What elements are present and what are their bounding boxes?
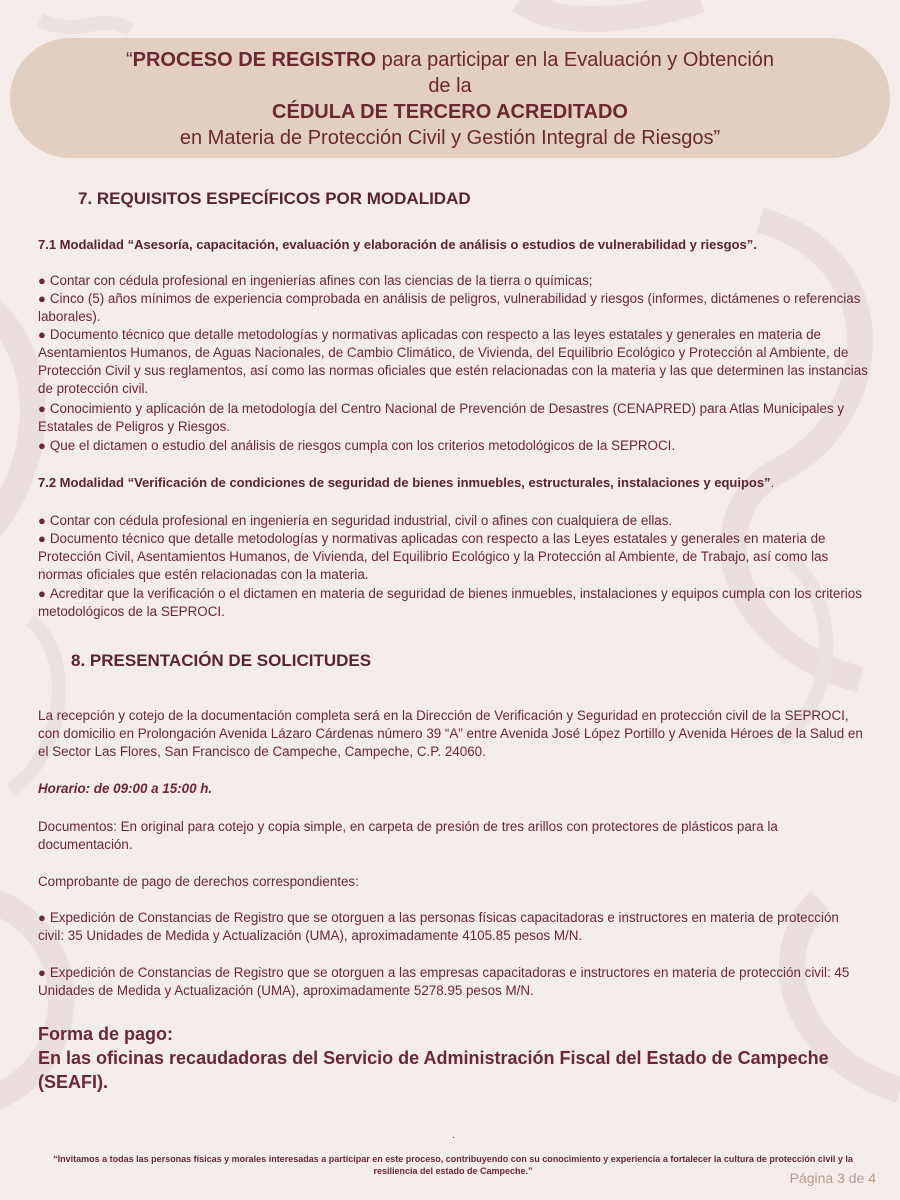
bullet-7-2-2: ● Documento técnico que detalle metodologías y normativas aplicadas con respecto a las Leyes estatales y generales en materia de Protección Civil, Asentamientos Humanos, de Vivienda, del Equilibrio Ecológico y la Protección al Ambiente, de Trabajo, así como las normas oficiales que estén relacionadas con la materia. [38, 530, 868, 584]
documents-paragraph: Documentos: En original para cotejo y copia simple, en carpeta de presión de tres arillos con protectores de plásticos para la documentación. [38, 819, 778, 852]
bullet-7-1-5: ● Que el dictamen o estudio del análisis de riesgos cumpla con los criterios metodológicos de la SEPROCI. [38, 437, 868, 455]
title-line-1 [10, 47, 890, 73]
payment-method-text: En las oficinas recaudadoras del Servicio de Administración Fiscal del Estado de Campeche (SEAFI). [38, 1048, 829, 1092]
bullet-7-2-3: ● Acreditar que la verificación o el dictamen en materia de seguridad de bienes inmuebles, instalaciones y equipos cumpla con los criterios metodológicos de la SEPROCI. [38, 585, 868, 621]
bullet-7-1-1: ● Contar con cédula profesional en ingenierías afines con las ciencias de la tierra o químicas; [38, 272, 868, 290]
reception-paragraph: La recepción y cotejo de la documentación completa será en la Dirección de Verificación y Seguridad en protección civil de la SEPROCI, con domicilio en Prolongación Avenida Lázaro Cárdenas número 39 “A” entre Avenida José López Portillo y Avenida Héroes de la Salud en el Sector Las Flores, San Francisco de Campeche, Campeche, C.P. 24060. [38, 708, 863, 759]
page-number: Página 3 de 4 [789, 1170, 876, 1186]
bullet-7-1-3: ● Documento técnico que detalle metodologías y normativas aplicadas con respecto a las leyes estatales y generales en materia de Asentamientos Humanos, de Aguas Nacionales, de Cambio Climático, de Vivienda, del Equilibrio Ecológico y Protección al Ambiente, de Protección Civil y sus reglamentos, así como las normas oficiales que estén relacionadas con la materia y las que determinen las instancias de protección civil. [38, 326, 868, 398]
subsection-7-2-text: 7.2 Modalidad “Verificación de condiciones de seguridad de bienes inmuebles, estructurales, instalaciones y equipos” [38, 475, 771, 490]
title-rest-segment: para participar en la Evaluación y Obtención [376, 49, 775, 71]
bullet-7-2-1: ● Contar con cédula profesional en ingeniería en seguridad industrial, civil o afines con cualquiera de ellas. [38, 512, 868, 530]
title-line-4: en Materia de Protección Civil y Gestión Integral de Riesgos” [179, 127, 721, 149]
title-line-3: CÉDULA DE TERCERO ACREDITADO [272, 101, 628, 123]
fee-bullet-2: ● Expedición de Constancias de Registro que se otorguen a las empresas capacitadoras e instructores en materia de protección civil: 45 Unidades de Medida y Actualización (UMA), aproximadamente 5278.95 pesos M/N. [38, 964, 868, 1000]
section-8-title: 8. PRESENTACIÓN DE SOLICITUDES [71, 651, 372, 670]
subsection-7-1-title: 7.1 Modalidad “Asesoría, capacitación, evaluación y elaboración de análisis o estudios de vulnerabilidad y riesgos”. [38, 237, 757, 252]
bullet-7-1-4: ● Conocimiento y aplicación de la metodología del Centro Nacional de Prevención de Desastres (CENAPRED) para Atlas Municipales y Estatales de Peligros y Riesgos. [38, 400, 868, 436]
footer-dot: . [452, 1130, 455, 1141]
payment-method-label: Forma de pago: [38, 1024, 174, 1044]
section-7-title: 7. REQUISITOS ESPECÍFICOS POR MODALIDAD [78, 189, 471, 208]
title-bold-segment: PROCESO DE REGISTRO [132, 49, 377, 71]
subsection-7-2-period: . [770, 475, 775, 490]
bullet-7-1-2: ● Cinco (5) años mínimos de experiencia comprobada en análisis de peligros, vulnerabilidad y riesgos (informes, dictámenes o referencias laborales). [38, 290, 868, 326]
subsection-7-2-title [38, 474, 774, 492]
title-line-2: de la [428, 75, 472, 97]
footer-invitation: “Invitamos a todas las personas físicas y morales interesadas a participar en este proceso, contribuyendo con su conocimiento y experiencia a fortalecer la cultura de protección civil y la resiliencia del estado de Campeche.” [53, 1154, 853, 1176]
payment-proof-label: Comprobante de pago de derechos correspondientes: [38, 874, 359, 889]
title-banner [10, 38, 890, 158]
quote-mark: “ [125, 49, 133, 71]
schedule-text: Horario: de 09:00 a 15:00 h. [38, 781, 213, 796]
fee-bullet-1: ● Expedición de Constancias de Registro que se otorguen a las personas físicas capacitadoras e instructores en materia de protección civil: 35 Unidades de Medida y Actualización (UMA), aproximadamente 4105.85 pesos M/N. [38, 909, 868, 945]
